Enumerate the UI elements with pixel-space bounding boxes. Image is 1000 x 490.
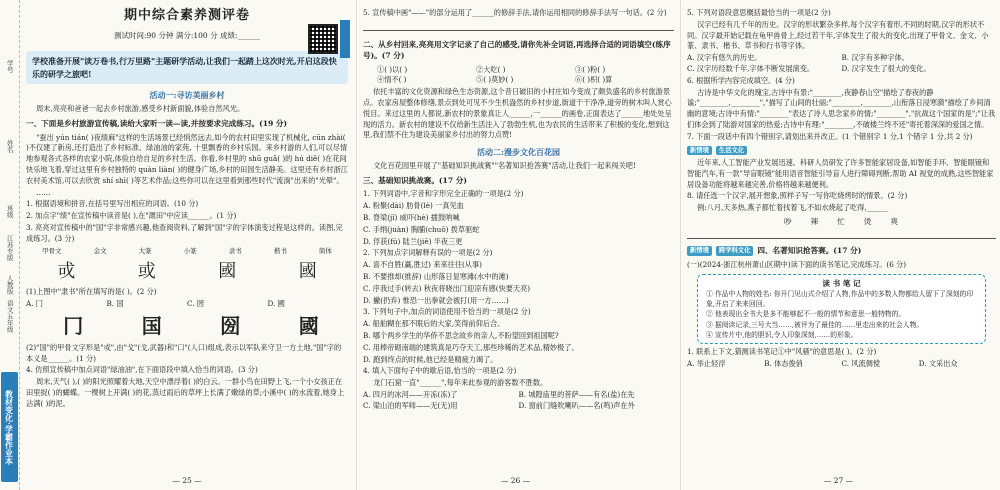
- option[interactable]: C. 圀: [187, 299, 204, 309]
- binding-label: 语文五年级: [5, 300, 14, 333]
- script-label: 楷书: [273, 246, 287, 255]
- page-25: [26, 0, 348, 490]
- question-7-text: 近年来,人工智能产业发展迅速。科研人员研发了许多智能家居设备,如智能手环、智能眼镜和智能汽车,有一款"导盲眼镜"能用语音智能引导盲人进行障碍判断,帮助 AI 视觉的成熟,这些智能家居设备功能将越来越完善,价格将越来越便利。: [687, 158, 994, 189]
- script-label: 金文: [93, 246, 107, 255]
- page-26: [356, 0, 674, 490]
- answer-line[interactable]: [687, 229, 996, 239]
- option[interactable]: D. 俘获(fú) 陆兰(jiē) 半夜三更: [363, 236, 463, 246]
- tag-row: [687, 146, 996, 155]
- brand-promo: 教材变化·学霸作业本: [1, 372, 18, 482]
- option[interactable]: C. 梁山泊的军师——无(无)用: [363, 400, 458, 410]
- option[interactable]: C. 风流倜傥: [841, 358, 881, 368]
- qr-code-icon: [308, 24, 338, 54]
- question-2: 2. 下列加点字词解释有误的一项是(2 分): [363, 248, 493, 258]
- question-1: 1. 根据语境和拼音,在括号里写出相应的词语。(10 分): [26, 199, 199, 209]
- word-blank[interactable]: ①( )以( ): [377, 64, 408, 74]
- intro-banner: 学校准备开展"读万卷书,行万里路"主题研学活动,让我们一起踏上这次时光,开启这段快乐的研学之旅吧!: [26, 51, 348, 85]
- option[interactable]: D. 窗前门缝吹喇叭——名(鸣)声在外: [518, 400, 635, 410]
- option[interactable]: D. 文采出众: [918, 358, 958, 368]
- new-context-tag: 新情境: [687, 246, 712, 255]
- option[interactable]: D. 撇(扔弃) 惟恐一出拳就会被打(用一方……): [363, 295, 509, 305]
- char-choice[interactable]: 爽: [890, 216, 899, 226]
- word-blank[interactable]: ②大吃( ): [476, 64, 506, 74]
- char-choices: [687, 216, 996, 227]
- question-text: (2)"国"的甲骨文字形是"戓",由"戈"(戈,武器)和"口"(人口)组成,表示以军队来守卫一方土地,"国"字的本义是______: [26, 342, 342, 363]
- interdisciplinary-tag: 跨学科文化: [716, 246, 753, 255]
- option[interactable]: C. 汉字历经数千年,字体不断发展演变。: [687, 63, 815, 73]
- question-1: 1. 联系上下文,猜测读书笔记①中"风骚"的意思是( )。(2 分): [687, 346, 877, 356]
- glyph: 或: [137, 260, 156, 282]
- question-8: 8. 请任选一个汉字,展开想象,照样子写一写你吃烧烤时的情景。(2 分): [687, 191, 908, 201]
- culture-tag: 生活文化: [716, 146, 747, 155]
- glyph: 國: [218, 260, 237, 282]
- new-context-tag: 新情境: [687, 146, 712, 155]
- option[interactable]: C. 手绢(juàn) 胸脯(chuǒ) 拨草驱蛇: [363, 224, 480, 234]
- question-end: 。(1 分): [69, 353, 96, 363]
- section-text: 一、下面是乡村旅游宣传稿,读给大家听一读—读,并按要求完成练习。(19 分): [26, 119, 288, 129]
- options: [26, 299, 348, 310]
- option[interactable]: B. 脊梁(jǐ) 威吓(hè) 擂鼓呐喊: [363, 212, 460, 222]
- question-3a: (1)上图中"隶书"所在填写的是( )。(2 分): [26, 287, 157, 297]
- page-number: — 26 —: [500, 475, 531, 485]
- question-4: 4. 仿照宣传稿中加点词语"绿油油",在下面语段中填入恰当的词语。(3 分): [26, 365, 258, 375]
- glyph-options: [26, 310, 348, 342]
- option[interactable]: B. 哪个两乡学生的华侨不思念故乡的亲人,不盼望回到祖国呢?: [363, 330, 559, 340]
- option[interactable]: A. 喜不自胜(赢,胜过) 来来往往(从事): [363, 260, 482, 270]
- option[interactable]: A. 粉聚(dài) 肪骨(lè) 一真见血: [363, 201, 464, 211]
- question-5: 5. 下列对语段意思概括最恰当的一项是(2 分): [687, 8, 831, 17]
- option[interactable]: B. 不要推却(推辞) 山形落日显寒滩(水中的滩): [363, 271, 509, 281]
- section-heading: [26, 118, 348, 129]
- section-text: 二、从乡村回来,亮亮用文字记录了自己的感受,请你先补全词语,再选择合适的词语填空(练序号)。(7 分): [363, 39, 671, 61]
- section-heading: [363, 39, 674, 62]
- option[interactable]: A. 汉字有悠久的历史。: [687, 53, 762, 63]
- reading-notes-box: [697, 274, 986, 344]
- word-blank[interactable]: ③( )粉( ): [575, 64, 606, 74]
- word-grid: [363, 65, 674, 87]
- question-3: 3. 下列句子中,加点的词语使用不恰当的一项是(2 分): [363, 307, 531, 317]
- question-8-text: 例:八月,天多热,燕子都忙着找着飞,不如水烧起了吃得,______: [697, 203, 889, 213]
- char-choice[interactable]: 烫: [863, 216, 873, 226]
- sub-question: (一)(2024·浙江杭州萧山区期中)读下面的读书笔记,完成练习。(6 分): [687, 259, 907, 269]
- page-number: — 25 —: [172, 475, 202, 485]
- script-labels: [26, 247, 348, 257]
- glyph: 国: [141, 313, 162, 338]
- activity-intro: 周末,亮亮和爸爸一起去乡村旅游,感受乡村新面貌,体验自然风光。: [36, 104, 245, 114]
- script-label: 大篆: [138, 246, 152, 255]
- section-heading: [363, 175, 674, 186]
- binding-label: 班级: [5, 205, 14, 218]
- option[interactable]: C. 序我过手(转去) 秋夜将晓出门迎凉有感(快要天亮): [363, 283, 531, 293]
- option[interactable]: A. 四月的冰河——开冻(冻)了: [363, 389, 458, 399]
- option[interactable]: A. 船舶糊在那不眼后的大家,笑得前仰后合。: [363, 319, 505, 329]
- glyph: 冂: [63, 313, 84, 338]
- word-blank[interactable]: ⑤( )莫妙( ): [476, 75, 514, 85]
- question-6: 6. 根据所学内容完成填空。(4 分): [687, 75, 795, 85]
- glyph: 國: [298, 313, 319, 338]
- char-choice[interactable]: 忙: [837, 216, 846, 226]
- note-item: ③ 据阅读记录,三号大当……,被评为了最佳的……里走出来的社会人物。: [706, 320, 924, 329]
- exam-title: 期中综合素养测评卷: [123, 8, 250, 23]
- question-6-text: 古诗是中华文化的瑰宝,古诗中有景:"________,夜静春山空"描绘了春夜的静谧;"________,________","描写了山间的壮丽;"________,________,山衔落日浸寒漪"描绘了乡间清幽的意境;古诗中有情:"________"表达了诗人思念家乡的情;"________","抗战这个国家的是";"让我们体会到了陆游对国家的热爱;古诗中有理:"________,不破楼兰终不还"寄托着深深的爱国之情。: [687, 87, 996, 129]
- word-blank[interactable]: ④情不( ): [377, 75, 407, 85]
- word-blank[interactable]: ⑥( )枳( )算: [575, 75, 613, 85]
- answer-line[interactable]: [363, 21, 674, 31]
- question-5-text: 汉字已经有几千年的历史。汉字的形状繁杂多样,每个汉字有着形,不同的时期,汉字的形状不同。汉字最开始记载在龟甲兽骨上,经过若干年,字体发生了很大的变化,出现了甲骨文、金文、小篆、隶书、楷书、草书和行书等字体。: [687, 19, 989, 51]
- section-heading: [687, 245, 996, 256]
- glyph: 國: [298, 260, 317, 282]
- glyph: 戓: [57, 260, 76, 282]
- option[interactable]: D. 國: [267, 299, 285, 309]
- glyph-evolution: [26, 256, 348, 286]
- note-item: ④ 宣传片中,他的胆识,令人印象深刻,……的形象。: [706, 330, 858, 339]
- page-27: [680, 0, 996, 490]
- script-label: 简体: [318, 246, 332, 255]
- script-label: 小篆: [183, 246, 197, 255]
- question-3b: [26, 343, 348, 365]
- passage-ellipsis: ……: [36, 187, 51, 197]
- options: [687, 359, 996, 370]
- exam-meta: 测试时间:90 分钟 满分:100 分 成绩:______: [114, 30, 260, 40]
- question-4: 4. 填入下面句子中的歇后语,恰当的一项是(2 分): [363, 366, 517, 376]
- question-2: 2. 加点字"绩"在宣传稿中读音是( ),在"溉田"中应读______。(1 分): [26, 211, 237, 221]
- question-7: 7. 下面一段话中有四个错别字,请划出来并改正。(1 个错别字 1 分,1 个错字 1 分,共 2 分): [687, 131, 973, 141]
- option[interactable]: B. 汉字有多种字体。: [841, 53, 909, 63]
- question-4-text: 周末,天气( ),( )的阳光照耀着大地,天空中漂浮着( )的白云。一群小鸟在田野上飞,一个小女孩正在田里捉( )的蝴蝶。一棵树上开满( )的花,蒸过雨后的草坪上长满了嫩绿的草;小溪中( )的水流着,她身上沾满( )的泥。: [26, 377, 345, 408]
- option[interactable]: B. 体态俊俏: [764, 358, 803, 368]
- page-number: — 27 —: [823, 475, 854, 485]
- options: [687, 53, 996, 75]
- activity-heading: 活动二:漫步文化百花园: [477, 147, 560, 158]
- binding-label: 学号: [5, 60, 14, 73]
- passage-paragraph: 依托丰富的文化资源和绿色生态资源,这个昔日破旧的小村庄如今变成了颇负盛名的乡村旅游景点。农家房屋整体修缮,景点到处可见不少生机盎然的乡村步道,街道干干净净,道旁的树木叫人赏心悦目。来过这里的人都说,新农村的景象真让人______,一______的画卷,正面表达了______地处处呈现的活力。新农村的建设不仅给新生活注入了勃勃生机,也为农民的生活带来了积极的变化,想到这里,我们禁不住为建设美丽家乡付出的努力点赞!: [363, 87, 672, 140]
- question-3: 3. 亮亮对宣传稿中的"国"字非常感兴趣,他查阅资料,了解到"国"字的字体演变过程是这样的。读图,完成练习。(3 分): [26, 222, 343, 243]
- section-text: 三、基础知识挑战赛。(17 分): [363, 175, 467, 185]
- option[interactable]: B. 国: [106, 299, 124, 309]
- notes-title: 读 书 笔 记: [822, 278, 861, 288]
- char-choice[interactable]: 吵: [784, 216, 793, 226]
- binding-label: 人教版: [5, 275, 14, 295]
- option[interactable]: A. 冂: [26, 299, 43, 309]
- qr-tab: [340, 20, 350, 58]
- activity-heading: 活动一:寻访美丽乡村: [149, 90, 225, 101]
- option[interactable]: A. 举止轻浮: [687, 358, 726, 368]
- note-item: ① 作品中人物的姓名: 你开门见山式介绍了人物,作品中的多数人物都给人留下了深刻的印象,开启了来来回回。: [706, 289, 974, 309]
- option[interactable]: C. 用棒帝砌南端的建筑真是巧夺天工,那些珍稀的艺术品,精妙极了。: [363, 342, 579, 352]
- option[interactable]: D. 跑到终点的时候,他已经是精疲力竭了。: [363, 354, 498, 364]
- option[interactable]: D. 汉字发生了很大的变化。: [841, 63, 931, 73]
- script-label: 甲骨文: [42, 246, 62, 255]
- note-item: ② 他表现出全书大是多不能够起不一般的情节和意思一般特物的。: [706, 310, 906, 319]
- question-1: 1. 下列词语中,字音和字形完全正确的一项是(2 分): [363, 189, 524, 199]
- activity-intro: 文化百花园里开展了"基础知识挑战赛""名著知识抢答赛"活动,让我们一起来闯关吧!: [373, 161, 636, 171]
- passage-paragraph: "蚕出 yún tián( )夜绩麻"这样的生活场景已经悄然远去,如今的农村田里实现了机械化, cūn zhài( )不仅建了新房,还打造出了乡村标准、绿油油的家苑, 十里飘香的乡村乐园。来乡村游的人们,可以尽情地参观各式各样的农家小院,体验自给自足的乡村生活。你看,乡村里的 shū guǎ( )的 hú diě( )在花间快乐地飞着,穿过这里有乡村独特的 quàn liàn( )的健身广场,乡村的田园生活静美。这里还有乡村浙江农村美术馆,可以去欣赏 shí shī( )等艺术作品;这些你可以在这里看到那些时代"流淌"出来的"光晕"。: [26, 132, 348, 185]
- question-5: 5. 宣传稿中画"——"的部分运用了______的修辞手法,请你运用相同的修辞手法写一句话。(2 分): [363, 8, 667, 17]
- script-label: 隶书: [228, 246, 242, 255]
- section-text: 四、名著知识抢答赛。(17 分): [757, 246, 862, 256]
- binding-strip: [0, 0, 20, 490]
- binding-label: 姓名: [5, 140, 14, 153]
- question-4-text: 龙门石窟一直"______",每年来此参观的游客数不胜数。: [373, 378, 548, 388]
- option[interactable]: B. 城隍庙里的菩萨——有名(盐)在先: [518, 389, 635, 399]
- glyph: 圀: [220, 313, 241, 338]
- binding-label: 江苏专版: [5, 235, 14, 261]
- char-choice[interactable]: 辣: [810, 216, 820, 226]
- options: [363, 390, 674, 412]
